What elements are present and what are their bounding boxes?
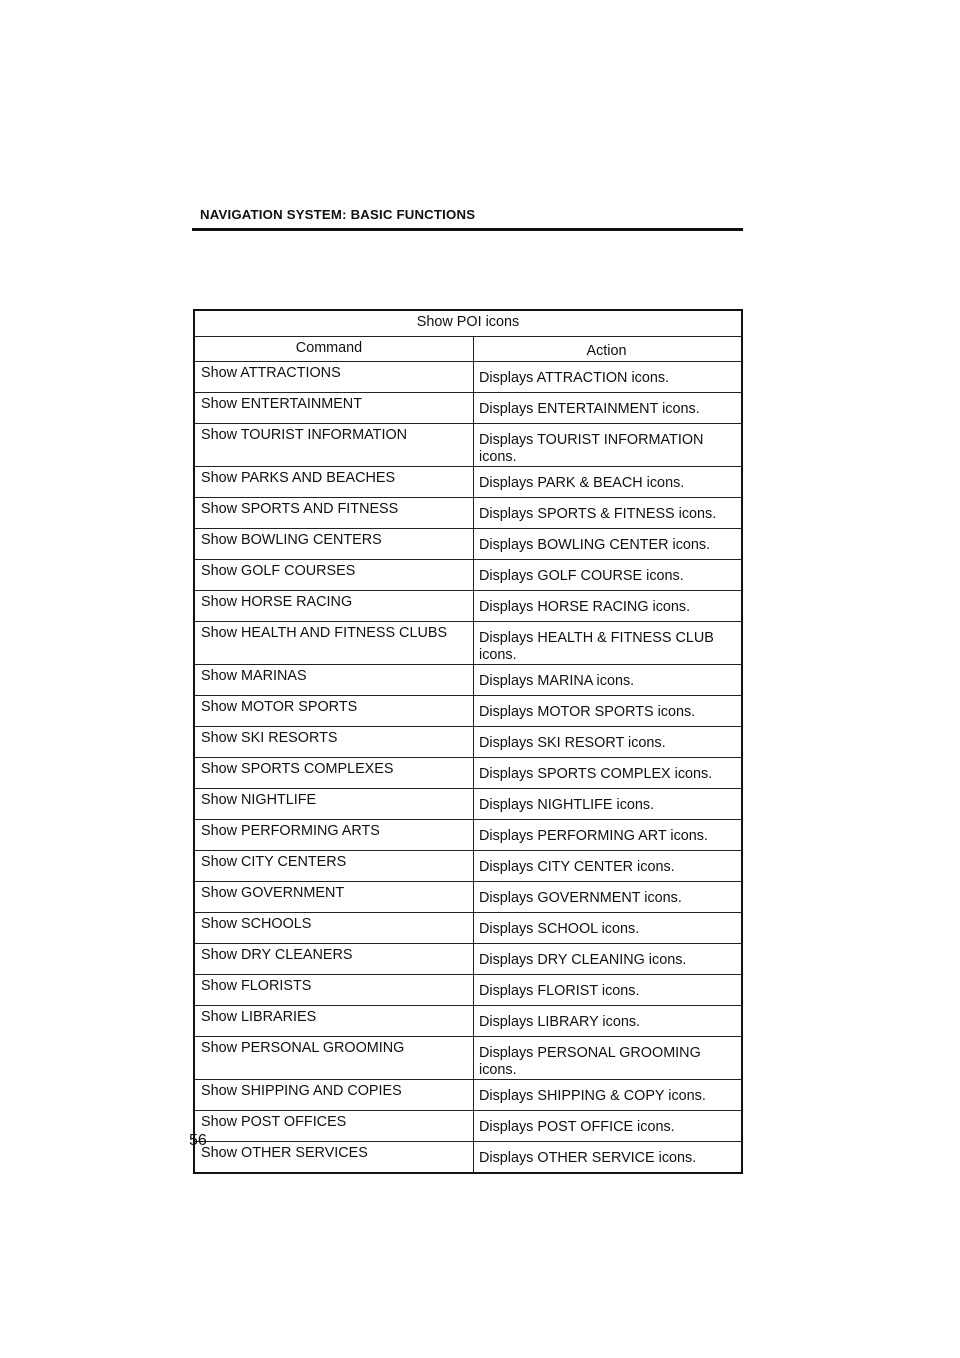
table-row [194, 727, 742, 758]
action-cell: Displays ENTERTAINMENT icons. [474, 393, 743, 424]
table-row [194, 362, 742, 393]
command-cell: Show HEALTH AND FITNESS CLUBS [194, 622, 474, 665]
action-cell: Displays SCHOOL icons. [474, 913, 743, 944]
table-row [194, 591, 742, 622]
action-cell: Displays SPORTS COMPLEX icons. [474, 758, 743, 789]
table-row [194, 1006, 742, 1037]
table-row [194, 622, 742, 665]
command-cell: Show MARINAS [194, 665, 474, 696]
table-row [194, 820, 742, 851]
action-cell: Displays ATTRACTION icons. [474, 362, 743, 393]
table-row [194, 529, 742, 560]
command-cell: Show CITY CENTERS [194, 851, 474, 882]
table-body [194, 362, 742, 1174]
command-cell: Show POST OFFICES [194, 1111, 474, 1142]
table-row [194, 789, 742, 820]
command-cell: Show ATTRACTIONS [194, 362, 474, 393]
table-row [194, 944, 742, 975]
table-row [194, 758, 742, 789]
action-cell: Displays DRY CLEANING icons. [474, 944, 743, 975]
action-cell: Displays HEALTH & FITNESS CLUB icons. [474, 622, 743, 665]
action-cell: Displays NIGHTLIFE icons. [474, 789, 743, 820]
action-cell: Displays PERFORMING ART icons. [474, 820, 743, 851]
command-cell: Show NIGHTLIFE [194, 789, 474, 820]
table-row [194, 975, 742, 1006]
table-row [194, 851, 742, 882]
command-cell: Show SKI RESORTS [194, 727, 474, 758]
table-row [194, 393, 742, 424]
action-cell: Displays MOTOR SPORTS icons. [474, 696, 743, 727]
action-cell: Displays SPORTS & FITNESS icons. [474, 498, 743, 529]
command-cell: Show LIBRARIES [194, 1006, 474, 1037]
table-row [194, 1111, 742, 1142]
command-cell: Show HORSE RACING [194, 591, 474, 622]
table-row [194, 1037, 742, 1080]
table-row [194, 1142, 742, 1174]
command-cell: Show FLORISTS [194, 975, 474, 1006]
command-cell: Show GOLF COURSES [194, 560, 474, 591]
table-row [194, 498, 742, 529]
action-cell: Displays HORSE RACING icons. [474, 591, 743, 622]
command-cell: Show BOWLING CENTERS [194, 529, 474, 560]
action-cell: Displays GOVERNMENT icons. [474, 882, 743, 913]
header-rule [192, 228, 743, 231]
column-header-action-label: Action [586, 343, 627, 359]
table-row [194, 424, 742, 467]
action-cell: Displays OTHER SERVICE icons. [474, 1142, 743, 1174]
column-header-command [194, 337, 474, 362]
table-title: Show POI icons [194, 310, 742, 337]
action-cell: Displays GOLF COURSE icons. [474, 560, 743, 591]
action-cell: Displays FLORIST icons. [474, 975, 743, 1006]
table-row [194, 560, 742, 591]
poi-command-table [193, 309, 743, 1174]
command-cell: Show SPORTS AND FITNESS [194, 498, 474, 529]
table-row [194, 1080, 742, 1111]
command-cell: Show SPORTS COMPLEXES [194, 758, 474, 789]
command-cell: Show PERFORMING ARTS [194, 820, 474, 851]
action-cell: Displays LIBRARY icons. [474, 1006, 743, 1037]
column-header-action [474, 337, 743, 362]
command-cell: Show OTHER SERVICES [194, 1142, 474, 1174]
action-cell: Displays POST OFFICE icons. [474, 1111, 743, 1142]
action-cell: Displays PARK & BEACH icons. [474, 467, 743, 498]
command-cell: Show ENTERTAINMENT [194, 393, 474, 424]
table-row [194, 665, 742, 696]
action-cell: Displays MARINA icons. [474, 665, 743, 696]
command-cell: Show DRY CLEANERS [194, 944, 474, 975]
command-cell: Show SHIPPING AND COPIES [194, 1080, 474, 1111]
command-cell: Show PARKS AND BEACHES [194, 467, 474, 498]
command-cell: Show PERSONAL GROOMING [194, 1037, 474, 1080]
table-row [194, 913, 742, 944]
command-cell: Show MOTOR SPORTS [194, 696, 474, 727]
action-cell: Displays TOURIST INFORMATION icons. [474, 424, 743, 467]
column-header-command-label: Command [295, 340, 363, 356]
table-title-row [194, 310, 742, 337]
action-cell: Displays BOWLING CENTER icons. [474, 529, 743, 560]
action-cell: Displays SKI RESORT icons. [474, 727, 743, 758]
table-row [194, 467, 742, 498]
command-cell: Show SCHOOLS [194, 913, 474, 944]
page-number: 56 [189, 1132, 207, 1149]
table-row [194, 882, 742, 913]
action-cell: Displays SHIPPING & COPY icons. [474, 1080, 743, 1111]
table-row [194, 696, 742, 727]
command-cell: Show TOURIST INFORMATION [194, 424, 474, 467]
command-cell: Show GOVERNMENT [194, 882, 474, 913]
action-cell: Displays PERSONAL GROOMING icons. [474, 1037, 743, 1080]
action-cell: Displays CITY CENTER icons. [474, 851, 743, 882]
section-header: NAVIGATION SYSTEM: BASIC FUNCTIONS [200, 207, 476, 222]
table-header-row [194, 337, 742, 362]
